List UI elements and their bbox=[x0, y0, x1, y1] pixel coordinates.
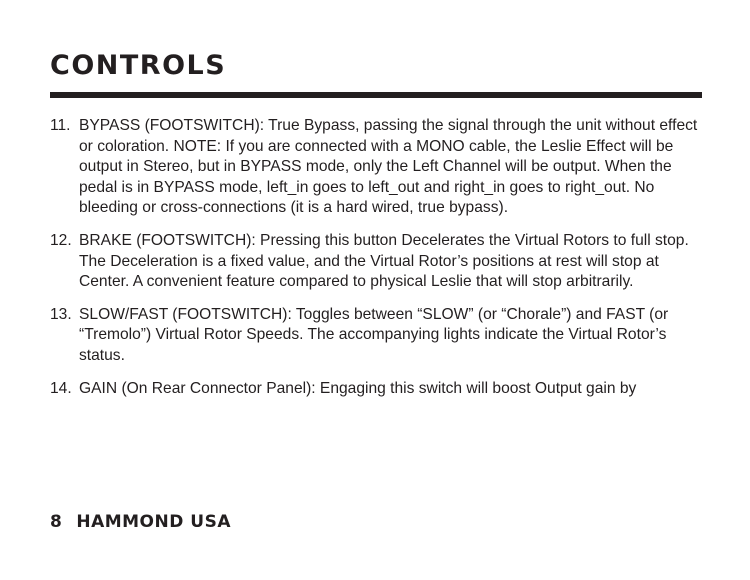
list-item bbox=[50, 379, 710, 400]
list-item bbox=[50, 305, 710, 367]
item-text: GAIN (On Rear Connector Panel): Engaging this switch will boost Output gain by bbox=[79, 379, 637, 397]
item-number: 13. bbox=[50, 305, 72, 323]
footer-brand: HAMMOND USA bbox=[76, 512, 231, 532]
section-title: CONTROLS bbox=[50, 50, 227, 81]
page-number: 8 bbox=[50, 512, 63, 532]
list-item bbox=[50, 231, 710, 293]
title-divider bbox=[50, 92, 702, 98]
page-footer bbox=[50, 512, 231, 532]
item-text: BYPASS (FOOTSWITCH): True Bypass, passing the signal through the unit without effect or coloration. NOTE: If you are connected with a MONO cable, the Leslie Effect will be output in Stereo, but in BYPASS mode, only the Left Channel will be output. When the pedal is in BYPASS mode, left_in goes to left_out and right_in goes to right_out. No bleeding or cross-connections (it is a hard wired, true bypass). bbox=[79, 117, 698, 217]
item-number: 11. bbox=[50, 117, 71, 134]
controls-list bbox=[50, 116, 710, 411]
item-number: 14. bbox=[50, 379, 72, 397]
list-item bbox=[50, 116, 710, 219]
item-number: 12. bbox=[50, 231, 72, 249]
item-text: BRAKE (FOOTSWITCH): Pressing this button Decelerates the Virtual Rotors to full stop. The Deceleration is a fixed value, and the Virtual Rotor’s positions at rest will stop at Center. A convenient feature compared to physical Leslie that will stop arbitrarily. bbox=[79, 231, 689, 291]
item-text: SLOW/FAST (FOOTSWITCH): Toggles between “SLOW” (or “Chorale”) and FAST (or “Tremolo”) Virtual Rotor Speeds. The accompanying lights indicate the Virtual Rotor’s status. bbox=[79, 305, 669, 364]
